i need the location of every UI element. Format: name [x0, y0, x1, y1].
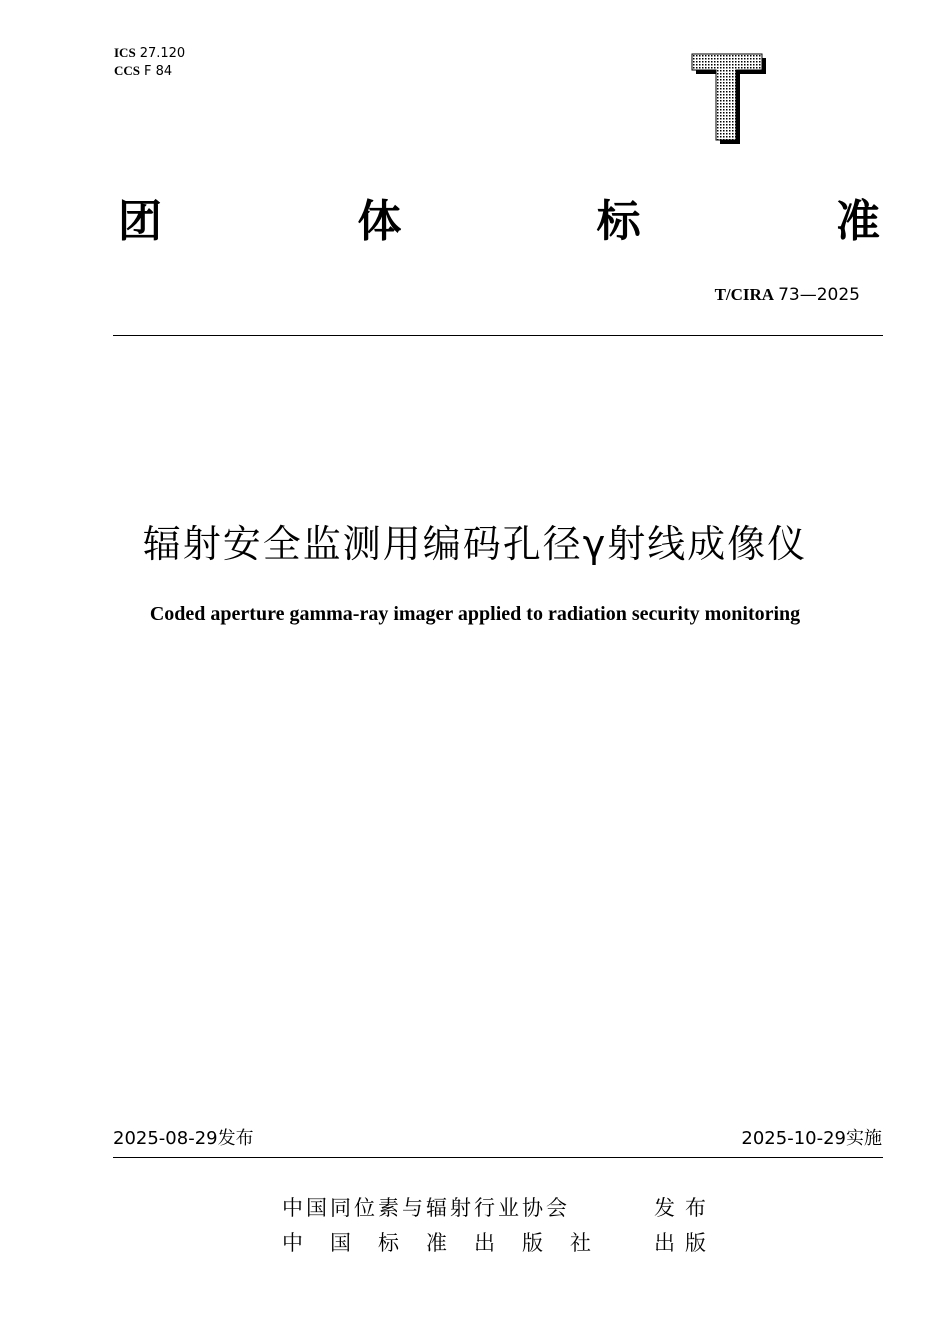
ics-label: ICS	[114, 45, 136, 60]
standard-number	[715, 285, 860, 305]
chinese-title: 辐射安全监测用编码孔径γ射线成像仪	[142, 522, 808, 566]
issue-date: 2025-08-29发布	[113, 1128, 254, 1149]
ccs-code	[114, 62, 185, 80]
publisher-row-press	[282, 1230, 722, 1256]
publishing-role: 出版	[654, 1231, 716, 1255]
english-title: Coded aperture gamma-ray imager applied to radiation security monitoring	[149, 603, 801, 625]
standard-t-logo	[690, 52, 768, 146]
ics-value: 27.120	[139, 46, 186, 61]
issuing-role: 发布	[654, 1196, 716, 1220]
category-title	[118, 196, 880, 248]
publisher-row-issuer	[282, 1195, 722, 1221]
classification-codes	[114, 44, 185, 80]
ccs-label: CCS	[114, 63, 141, 78]
category-char-4: 准	[835, 196, 880, 247]
category-char-1: 团	[118, 196, 162, 247]
standard-number-value: 73—2025	[778, 285, 860, 305]
issuing-organization: 中国同位素与辐射行业协会	[282, 1196, 570, 1220]
implementation-date: 2025-10-29实施	[741, 1128, 882, 1149]
category-char-3: 标	[596, 196, 641, 247]
category-char-2: 体	[357, 196, 402, 247]
publishing-house: 中国标准出版社	[282, 1231, 618, 1255]
ics-code	[114, 44, 185, 62]
bottom-divider	[113, 1157, 883, 1158]
ccs-value: F 84	[144, 64, 173, 79]
standard-number-prefix: T/CIRA	[714, 285, 775, 304]
top-divider	[113, 335, 883, 336]
